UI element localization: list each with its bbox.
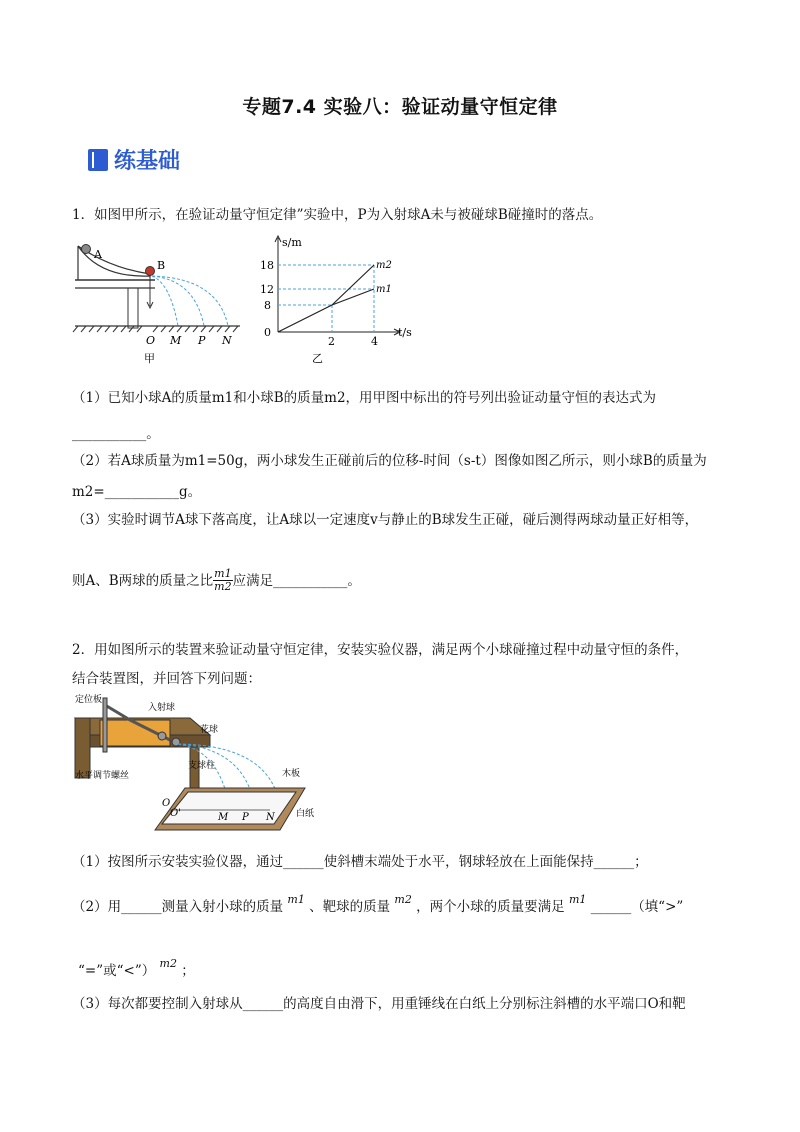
ytick-12: 12 (260, 283, 274, 296)
q1-stem: 1．如图甲所示，在验证动量守恒定律”实验中，P为入射球A未与被碰球B碰撞时的落点。 (72, 207, 603, 223)
book-icon (88, 149, 108, 171)
label-muban: 木板 (282, 769, 301, 779)
series-m2 (332, 265, 374, 305)
y-axis-label: s/m (282, 236, 302, 249)
q2-sub1: （1）按图所示安装实验仪器，通过______使斜槽末端处于水平，钢球轻放在上面能保持______； (72, 854, 648, 870)
q1-sub3-suffix: 应满足___________。 (232, 572, 361, 589)
point-o-prime: O' (170, 808, 181, 819)
q2-sub2-line2 (78, 954, 195, 981)
q2-sub2-end: ； (181, 963, 195, 979)
xtick-2: 2 (328, 335, 335, 348)
label-baizhi: 白纸 (296, 809, 315, 819)
label-rusheqiu: 入射球 (148, 703, 176, 713)
q1-sub1-line1: （1）已知小球A的质量m1和小球B的质量m2，用甲图中标出的符号列出验证动量守恒的表达式为 (72, 390, 657, 406)
label-huaqiu: 花球 (200, 725, 219, 735)
q2-stem-line2: 结合装置图，并回答下列问题： (72, 671, 261, 687)
figure-apparatus (70, 690, 320, 840)
ball-a (82, 245, 91, 254)
series-m1 (332, 289, 374, 305)
point-p: P (198, 334, 206, 347)
q1-sub3-prefix: 则A、B两球的质量之比 (72, 572, 214, 589)
q2-sub2-line2-text: “=”或“<”） (78, 963, 156, 979)
ball-b (146, 267, 155, 276)
point-n: N (222, 334, 232, 347)
series-m1-label: m1 (376, 284, 392, 295)
q1-sub2-line2: m2=___________g。 (72, 484, 202, 500)
series-before (278, 305, 332, 332)
q2-sub2-part4: ______（填“>” (590, 899, 684, 915)
xtick-4: 4 (371, 335, 378, 348)
page-title: 专题7.4 实验八：验证动量守恒定律 (242, 96, 558, 118)
q2-sub2-m2b: m2 (159, 957, 177, 970)
q1-sub2-line1: （2）若A球质量为m1=50g，两小球发生正碰前后的位移-时间（s-t）图像如图乙所示，则小球B的质量为 (72, 453, 707, 469)
ytick-18: 18 (260, 259, 274, 272)
caption-jia: 甲 (144, 352, 155, 365)
label-b: B (157, 259, 166, 272)
q1-sub3-line1: （3）实验时调节A球下落高度，让A球以一定速度v与静止的B球发生正碰，碰后测得两球动量正好相等， (72, 512, 699, 528)
label-dingweiban: 定位板 (75, 695, 103, 705)
point-n-2: N (266, 812, 275, 823)
x-axis-label: t/s (398, 326, 412, 339)
q1-sub1-line2: ___________。 (72, 426, 160, 442)
point-o-2: O (162, 798, 171, 809)
q2-sub3: （3）每次都要控制入射球从______的高度自由滑下，用重锤线在白纸上分别标注斜槽的水平端口O和靶 (72, 996, 686, 1012)
figure-jia (70, 238, 245, 368)
q2-sub2-part2: 、靶球的质量 (309, 899, 391, 915)
q2-sub2-m1b: m1 (568, 893, 587, 906)
q2-sub2-part1: （2）用______测量入射小球的质量 (72, 899, 284, 915)
point-p-2: P (242, 812, 249, 823)
fraction-numerator: m1 (214, 567, 232, 580)
label-zhiqiuzhu: 支球柱 (188, 761, 216, 771)
point-o: O (146, 334, 156, 347)
ytick-8: 8 (264, 299, 271, 312)
q2-sub2-part3: ，两个小球的质量要满足 (416, 899, 565, 915)
mass-ratio-fraction (213, 568, 232, 593)
q2-sub2-line1 (72, 890, 683, 917)
q1-sub3-line2 (72, 568, 361, 593)
q2-stem-line1: 2．用如图所示的装置来验证动量守恒定律，安装实验仪器，满足两个小球碰撞过程中动量守恒的条件， (72, 642, 689, 658)
section-label: 练基础 (114, 149, 181, 174)
ytick-0: 0 (264, 326, 271, 339)
section-header (88, 144, 180, 175)
series-m2-label: m2 (376, 260, 392, 271)
figure-yi (258, 232, 418, 368)
label-luowen: 水平调节螺丝 (75, 771, 130, 781)
caption-yi: 乙 (312, 352, 323, 365)
fraction-denominator: m2 (214, 580, 232, 593)
point-m-2: M (218, 812, 229, 823)
q2-sub2-m2: m2 (394, 893, 412, 906)
point-m: M (170, 334, 182, 347)
label-a: A (94, 248, 102, 261)
q2-sub2-m1: m1 (287, 893, 305, 906)
